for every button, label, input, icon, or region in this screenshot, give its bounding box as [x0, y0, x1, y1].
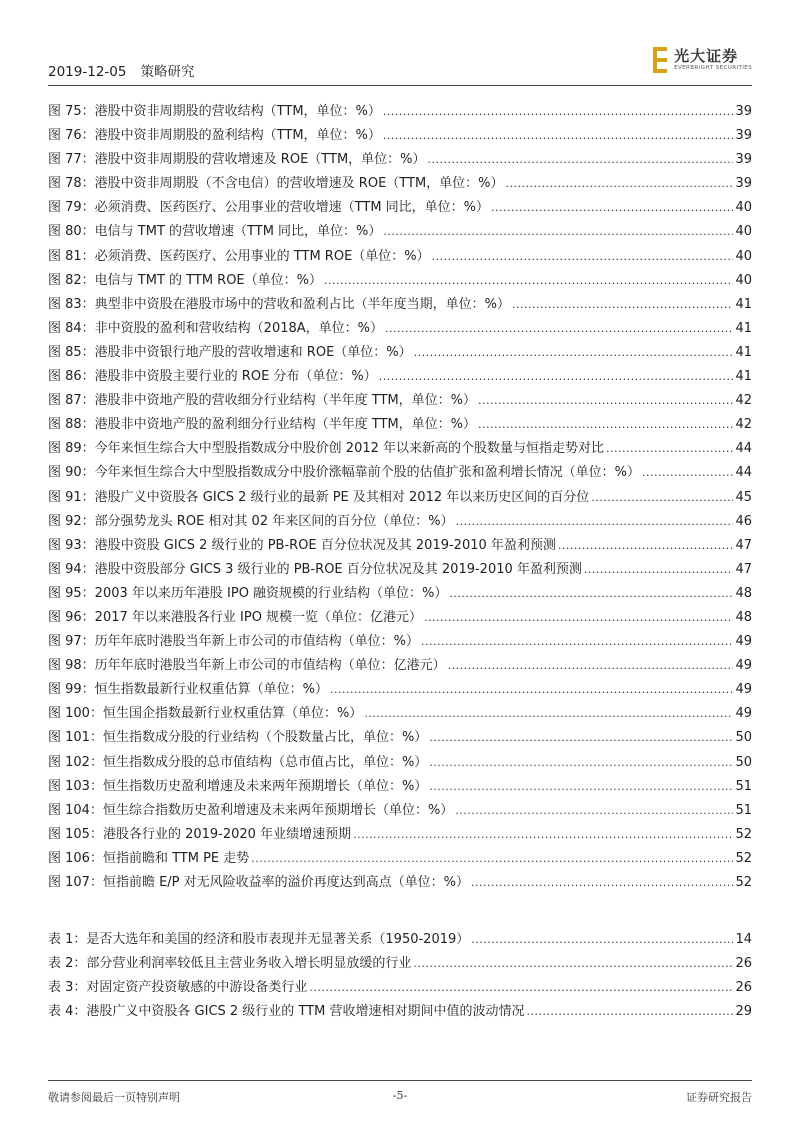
footer-disclaimer: 敬请参阅最后一页特别声明	[48, 1091, 180, 1104]
toc-page-number[interactable]: 49	[735, 706, 752, 722]
dot-leader	[251, 852, 733, 865]
dot-leader	[478, 418, 733, 431]
toc-entry-label[interactable]: 图 104：恒生综合指数历史盈利增速及未来两年预期增长（单位：%）	[48, 802, 454, 818]
toc-page-number[interactable]: 39	[735, 152, 752, 168]
toc-page-number[interactable]: 49	[735, 658, 752, 674]
toc-entry-label[interactable]: 表 2：部分营业利润率较低且主营业务收入增长明显放缓的行业	[48, 956, 412, 972]
toc-page-number[interactable]: 49	[735, 634, 752, 650]
table-toc-row[interactable]	[48, 1000, 752, 1024]
figure-toc-row[interactable]	[48, 606, 752, 630]
toc-page-number[interactable]: 51	[735, 802, 752, 818]
toc-page-number[interactable]: 45	[735, 489, 752, 505]
toc-entry-label[interactable]: 图 96：2017 年以来港股各行业 IPO 规模一览（单位：亿港元）	[48, 609, 423, 625]
toc-page-number[interactable]: 41	[735, 369, 752, 385]
toc-entry-label[interactable]: 图 105：港股各行业的 2019-2020 年业绩增速预期	[48, 826, 352, 842]
dot-leader	[324, 274, 733, 287]
dot-leader	[455, 804, 733, 817]
toc-entry-label[interactable]: 图 91：港股广义中资股各 GICS 2 级行业的最新 PE 及其相对 2012 年以来历史区间的百分位	[48, 489, 590, 505]
toc-entry-label[interactable]: 图 94：港股中资股部分 GICS 3 级行业的 PB-ROE 百分位状况及其 2019-2010 年盈利预测	[48, 561, 582, 577]
toc-page-number[interactable]: 44	[735, 465, 752, 481]
dot-leader	[471, 933, 733, 946]
toc-page-number[interactable]: 40	[735, 200, 752, 216]
toc-page-number[interactable]: 39	[735, 104, 752, 119]
toc-entry-label[interactable]: 图 95：2003 年以来历年港股 IPO 融资规模的行业结构（单位：%）	[48, 585, 448, 601]
dot-leader	[429, 780, 733, 793]
dot-leader	[642, 466, 733, 479]
figure-toc-row[interactable]	[48, 196, 752, 220]
toc-entry-label[interactable]: 图 86：港股非中资股主要行业的 ROE 分布（单位：%）	[48, 369, 377, 385]
toc-entry-label[interactable]: 图 93：港股中资股 GICS 2 级行业的 PB-ROE 百分位状况及其 2019-2010 年盈利预测	[48, 537, 556, 553]
figure-toc-row[interactable]	[48, 100, 752, 124]
figure-toc-row[interactable]	[48, 510, 752, 534]
dot-leader	[309, 981, 733, 994]
toc-entry-label[interactable]: 图 97：历年年底时港股当年新上市公司的市值结构（单位：%）	[48, 634, 420, 650]
toc-page-number[interactable]: 42	[735, 417, 752, 433]
figure-toc-row[interactable]	[48, 220, 752, 244]
toc-entry-label[interactable]: 图 76：港股中资非周期股的盈利结构（TTM，单位：%）	[48, 128, 381, 144]
toc-entry-label[interactable]: 表 4：港股广义中资股各 GICS 2 级行业的 TTM 营收增速相对期间中值的波动情况	[48, 1004, 525, 1020]
toc-page-number[interactable]: 52	[735, 850, 752, 866]
dot-leader	[478, 394, 733, 407]
toc-entry-label[interactable]: 图 101：恒生指数成分股的行业结构（个股数量占比，单位：%）	[48, 730, 428, 746]
page-footer	[48, 1080, 752, 1103]
figure-toc-row[interactable]	[48, 317, 752, 341]
dot-leader	[424, 611, 733, 624]
figure-toc-row[interactable]	[48, 847, 752, 871]
dot-leader	[526, 1005, 733, 1018]
toc-entry-label[interactable]: 图 88：港股非中资地产股的盈利细分行业结构（半年度 TTM，单位：%）	[48, 417, 477, 433]
figure-toc-row[interactable]	[48, 630, 752, 654]
toc-page-number[interactable]: 47	[735, 537, 752, 553]
figure-toc-row[interactable]	[48, 341, 752, 365]
dot-leader	[584, 563, 734, 576]
figure-toc-row[interactable]	[48, 148, 752, 172]
table-toc-row[interactable]	[48, 952, 752, 976]
toc-entry-label[interactable]: 图 81：必须消费、医药医疗、公用事业的 TTM ROE（单位：%）	[48, 248, 430, 264]
toc-page-number[interactable]: 46	[735, 513, 752, 529]
toc-page-number[interactable]: 50	[735, 754, 752, 770]
footer-page-number: -5-	[392, 1089, 408, 1102]
figure-list	[48, 100, 752, 895]
toc-entry-label[interactable]: 图 83：典型非中资股在港股市场中的营收和盈利占比（半年度当期，单位：%）	[48, 296, 511, 312]
toc-page-number[interactable]: 26	[735, 956, 752, 972]
figure-toc-row[interactable]	[48, 702, 752, 726]
toc-entry-label[interactable]: 图 82：电信与 TMT 的 TTM ROE（单位：%）	[48, 272, 323, 288]
dot-leader	[432, 250, 734, 263]
toc-entry-label[interactable]: 图 102：恒生指数成分股的总市值结构（总市值占比，单位：%）	[48, 754, 428, 770]
figure-toc-row[interactable]	[48, 172, 752, 196]
toc-entry-label[interactable]: 图 92：部分强势龙头 ROE 相对其 02 年来区间的百分位（单位：%）	[48, 513, 454, 529]
dot-leader	[379, 370, 734, 383]
toc-entry-label[interactable]: 图 98：历年年底时港股当年新上市公司的市值结构（单位：亿港元）	[48, 658, 446, 674]
figure-toc-row[interactable]	[48, 245, 752, 269]
dot-leader	[456, 515, 734, 528]
figure-toc-row[interactable]	[48, 269, 752, 293]
dot-leader	[353, 828, 733, 841]
toc-entry-label[interactable]: 图 106：恒指前瞻和 TTM PE 走势	[48, 850, 250, 866]
report-date: 2019-12-05	[48, 64, 127, 80]
dot-leader	[385, 322, 733, 335]
figure-toc-row[interactable]	[48, 726, 752, 750]
dot-leader	[506, 177, 734, 190]
figure-toc-row[interactable]	[48, 799, 752, 823]
figure-toc-row[interactable]	[48, 678, 752, 702]
dot-leader	[591, 491, 733, 504]
toc-page-number[interactable]: 41	[735, 296, 752, 312]
toc-entry-label[interactable]: 图 75：港股中资非周期股的营收结构（TTM，单位：%）	[48, 104, 381, 119]
toc-page-number[interactable]: 39	[735, 176, 752, 192]
figure-toc-row[interactable]	[48, 871, 752, 895]
figure-toc-row[interactable]	[48, 437, 752, 461]
header-left	[48, 60, 194, 80]
toc-entry-label[interactable]: 图 107：恒指前瞻 E/P 对无风险收益率的溢价再度达到高点（单位：%）	[48, 875, 469, 890]
page-header	[48, 40, 752, 86]
toc-page-number[interactable]: 52	[735, 826, 752, 842]
dot-leader	[491, 201, 733, 214]
logo-english-name: EVERBRIGHT SECURITIES	[674, 64, 752, 71]
toc-entry-label[interactable]: 图 84：非中资股的盈利和营收结构（2018A，单位：%）	[48, 320, 384, 336]
figure-toc-row[interactable]	[48, 365, 752, 389]
toc-page-number[interactable]: 26	[735, 980, 752, 996]
figure-toc-row[interactable]	[48, 124, 752, 148]
figure-toc-row[interactable]	[48, 486, 752, 510]
toc-page-number[interactable]: 41	[735, 344, 752, 360]
header-divider	[48, 85, 752, 86]
figure-toc-row[interactable]	[48, 751, 752, 775]
figure-toc-row[interactable]	[48, 775, 752, 799]
figure-toc-row[interactable]	[48, 823, 752, 847]
dot-leader	[449, 587, 733, 600]
toc-page-number[interactable]: 40	[735, 248, 752, 264]
toc-page-number[interactable]: 52	[735, 875, 752, 890]
figure-toc-row[interactable]	[48, 534, 752, 558]
toc-entry-label[interactable]: 图 99：恒生指数最新行业权重估算（单位：%）	[48, 682, 329, 698]
toc-page-number[interactable]: 39	[735, 128, 752, 144]
toc-entry-label[interactable]: 图 100：恒生国企指数最新行业权重估算（单位：%）	[48, 706, 363, 722]
toc-page-number[interactable]: 51	[735, 778, 752, 794]
dot-leader	[429, 756, 733, 769]
toc-page-number[interactable]: 41	[735, 320, 752, 336]
dot-leader	[330, 683, 733, 696]
figure-toc-row[interactable]	[48, 461, 752, 485]
toc-page-number[interactable]: 40	[735, 224, 752, 240]
dot-leader	[471, 876, 733, 889]
report-category: 策略研究	[140, 64, 195, 80]
logo-chinese-name: 光大证券	[674, 46, 739, 65]
dot-leader	[383, 105, 734, 118]
toc-page-number[interactable]: 48	[735, 609, 752, 625]
toc-entry-label[interactable]: 图 87：港股非中资地产股的营收细分行业结构（半年度 TTM，单位：%）	[48, 393, 477, 409]
brand-logo	[653, 46, 752, 74]
dot-leader	[421, 635, 733, 648]
dot-leader	[428, 153, 734, 166]
dot-leader	[606, 442, 733, 455]
table-list	[48, 928, 752, 1024]
figure-toc-row[interactable]	[48, 654, 752, 678]
dot-leader	[364, 707, 733, 720]
dot-leader	[429, 731, 733, 744]
toc-entry-label[interactable]: 图 77：港股中资非周期股的营收增速及 ROE（TTM，单位：%）	[48, 152, 426, 168]
dot-leader	[383, 225, 733, 238]
dot-leader	[512, 298, 733, 311]
toc-page-number[interactable]: 48	[735, 585, 752, 601]
dot-leader	[413, 957, 733, 970]
table-toc-row[interactable]	[48, 976, 752, 1000]
figure-toc-row[interactable]	[48, 582, 752, 606]
toc-entry-label[interactable]: 图 79：必须消费、医药医疗、公用事业的营收增速（TTM 同比，单位：%）	[48, 200, 490, 216]
dot-leader	[383, 129, 734, 142]
toc-entry-label[interactable]: 图 89：今年来恒生综合大中型股指数成分中股价创 2012 年以来新高的个股数量与恒指走势对比	[48, 441, 605, 457]
figure-toc-row[interactable]	[48, 389, 752, 413]
toc-page-number[interactable]: 47	[735, 561, 752, 577]
toc-entry-label[interactable]: 图 78：港股中资非周期股（不含电信）的营收增速及 ROE（TTM，单位：%）	[48, 176, 504, 192]
toc-entry-label[interactable]: 表 1：是否大选年和美国的经济和股市表现并无显著关系（1950-2019）	[48, 932, 470, 947]
toc-page-number[interactable]: 50	[735, 730, 752, 746]
toc-page-number[interactable]: 42	[735, 393, 752, 409]
toc-entry-label[interactable]: 表 3：对固定资产投资敏感的中游设备类行业	[48, 980, 308, 996]
toc-entry-label[interactable]: 图 90：今年来恒生综合大中型股指数成分中股价涨幅靠前个股的估值扩张和盈利增长情况（单位：%）	[48, 465, 641, 481]
dot-leader	[414, 346, 734, 359]
toc-page-number[interactable]: 29	[735, 1004, 752, 1020]
logo-mark-icon	[653, 47, 669, 73]
toc-page-number[interactable]: 44	[735, 441, 752, 457]
footer-report-type: 证券研究报告	[686, 1091, 752, 1104]
toc-entry-label[interactable]: 图 80：电信与 TMT 的营收增速（TTM 同比，单位：%）	[48, 224, 382, 240]
dot-leader	[558, 539, 734, 552]
toc-entry-label[interactable]: 图 85：港股非中资银行地产股的营收增速和 ROE（单位：%）	[48, 344, 412, 360]
figure-toc-row[interactable]	[48, 413, 752, 437]
toc-page-number[interactable]: 40	[735, 272, 752, 288]
figure-toc-row[interactable]	[48, 293, 752, 317]
toc-page-number[interactable]: 49	[735, 682, 752, 698]
toc-entry-label[interactable]: 图 103：恒生指数历史盈利增速及未来两年预期增长（单位：%）	[48, 778, 428, 794]
toc-page-number[interactable]: 14	[735, 932, 752, 947]
table-toc-row[interactable]	[48, 928, 752, 952]
figure-toc-row[interactable]	[48, 558, 752, 582]
dot-leader	[448, 659, 734, 672]
